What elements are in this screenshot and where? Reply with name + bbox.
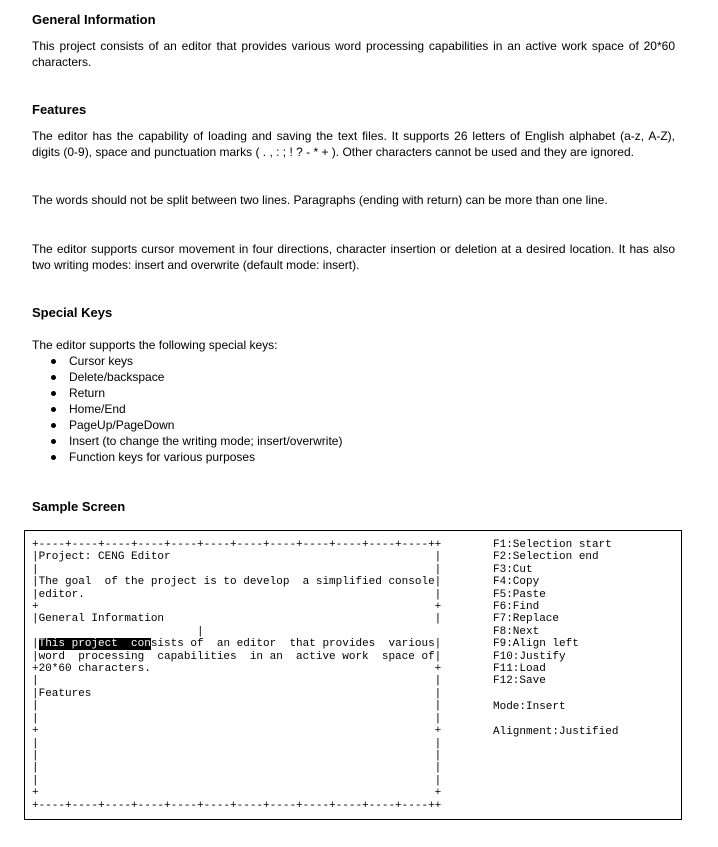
- bullet-icon: [51, 439, 56, 444]
- function-key-item: F12:Save: [493, 675, 546, 688]
- term-line: |Features |: [32, 687, 442, 700]
- function-keys-list: [493, 539, 612, 688]
- selected-text: This project con: [38, 638, 151, 651]
- function-key-item: F3:Cut: [493, 563, 533, 576]
- term-line: |Project: CENG Editor |: [32, 551, 442, 564]
- general-heading: General Information: [32, 12, 156, 27]
- editor-terminal: [32, 539, 441, 812]
- general-paragraph: This project consists of an editor that provides various word processing capabilities in an active work space of 20*60 characters.: [32, 39, 675, 69]
- term-line: +----+----+----+----+----+----+----+----+----+----+----+----++: [32, 799, 442, 812]
- term-line: +20*60 characters. +: [32, 663, 442, 676]
- function-key-item: F5:Paste: [493, 588, 546, 601]
- term-line: | |: [32, 712, 442, 725]
- term-line: | |: [32, 737, 442, 750]
- list-item: Cursor keys: [32, 353, 342, 369]
- term-line: | |: [32, 749, 442, 762]
- term-line: | |: [32, 563, 442, 576]
- term-line: |word processing capabilities in an active work space of|: [32, 650, 442, 663]
- bullet-icon: [51, 391, 56, 396]
- features-paragraph-2: The words should not be split between two lines. Paragraphs (ending with return) can be more than one line.: [32, 193, 608, 207]
- bullet-icon: [51, 407, 56, 412]
- list-item: Delete/backspace: [32, 369, 342, 385]
- list-item: Return: [32, 385, 342, 401]
- cursor-line: |: [32, 625, 204, 638]
- sample-screen-frame: [24, 530, 682, 820]
- term-line: + +: [32, 787, 442, 800]
- function-key-item: F8:Next: [493, 625, 540, 638]
- function-key-item: F2:Selection end: [493, 551, 599, 564]
- term-line: |editor. |: [32, 588, 442, 601]
- special-keys-heading: Special Keys: [32, 305, 113, 320]
- function-key-item: F6:Find: [493, 600, 540, 613]
- term-line: | |: [32, 774, 442, 787]
- function-key-item: F4:Copy: [493, 576, 540, 589]
- features-paragraph-1: The editor has the capability of loading and saving the text files. It supports 26 letters of English alphabet (a-z, A-Z), digits (0-9), space and punctuation marks ( . , : ; ! ? - * + ). Other characters cannot be used and they are ignored.: [32, 129, 675, 159]
- bullet-icon: [51, 455, 56, 460]
- list-item: Function keys for various purposes: [32, 449, 342, 465]
- term-line: | |: [32, 700, 442, 713]
- term-line: + +: [32, 601, 442, 614]
- sample-screen-heading: Sample Screen: [32, 499, 126, 514]
- bullet-icon: [51, 359, 56, 364]
- term-line: |General Information |: [32, 613, 442, 626]
- term-line-suffix: sists of an editor that provides various|: [150, 638, 442, 651]
- list-item: Home/End: [32, 401, 342, 417]
- alignment-status: Alignment:Justified: [493, 726, 619, 738]
- features-paragraph-3: The editor supports cursor movement in four directions, character insertion or deletion at a desired location. It has also two writing modes: insert and overwrite (default mode: insert).: [32, 242, 675, 272]
- function-key-item: F1:Selection start: [493, 539, 612, 551]
- mode-status: Mode:Insert: [493, 701, 566, 713]
- function-key-item: F9:Align left: [493, 638, 579, 651]
- term-line: |The goal of the project is to develop a simplified console|: [32, 576, 442, 589]
- term-line: | |: [32, 675, 442, 688]
- list-item: Insert (to change the writing mode; insert/overwrite): [32, 433, 342, 449]
- bullet-icon: [51, 375, 56, 380]
- function-key-item: F7:Replace: [493, 613, 560, 626]
- special-keys-intro: The editor supports the following special keys:: [32, 338, 278, 352]
- term-line: +----+----+----+----+----+----+----+----+----+----+----+----++: [32, 539, 442, 551]
- special-keys-list: [32, 353, 342, 465]
- term-line: + +: [32, 725, 442, 738]
- term-line-prefix: |: [32, 638, 39, 651]
- bullet-icon: [51, 423, 56, 428]
- function-key-item: F10:Justify: [493, 650, 566, 663]
- term-line: | |: [32, 762, 442, 775]
- list-item: PageUp/PageDown: [32, 417, 342, 433]
- features-heading: Features: [32, 102, 87, 117]
- function-key-item: F11:Load: [493, 662, 546, 675]
- term-line: [32, 638, 441, 650]
